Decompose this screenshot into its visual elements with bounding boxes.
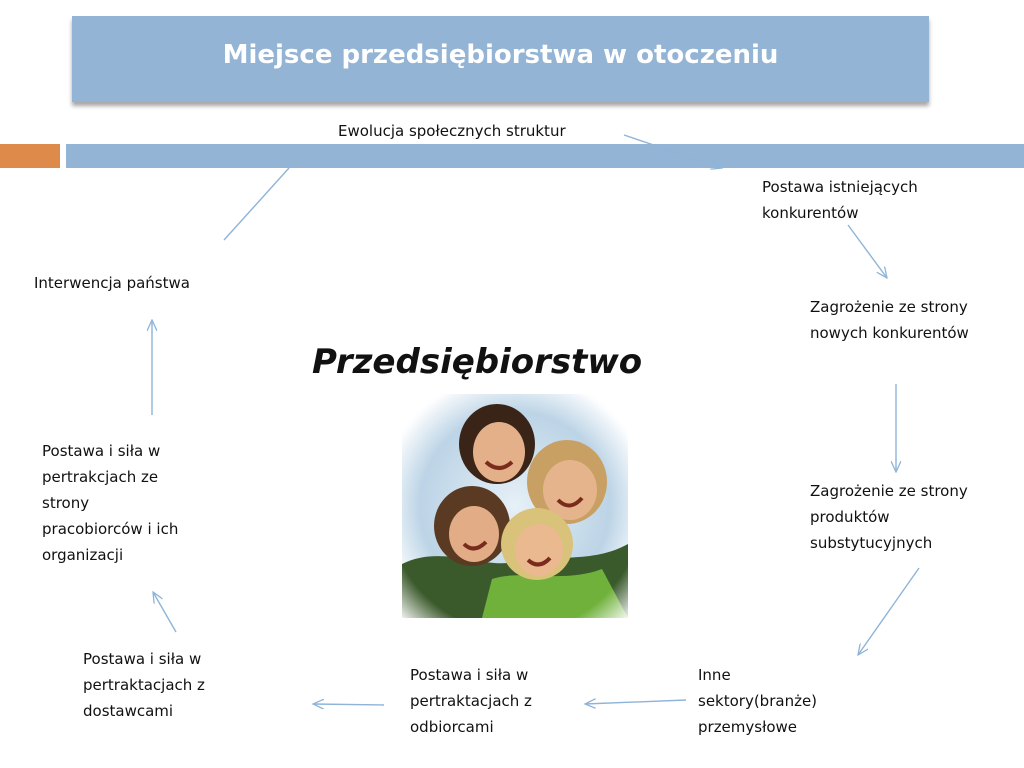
node-pracobiorcy: Postawa i siła w pertrakcjach ze strony pracobiorców i ich organizacji (42, 442, 179, 564)
center-label: Przedsiębiorstwo (312, 342, 643, 382)
arrow-dostawcy-to-pracobiorcy (153, 592, 176, 632)
arrow-ewolucja-to-konkurenci (624, 135, 722, 168)
node-odbiorcy: Postawa i siła w pertraktacjach z odbiorcami (410, 666, 532, 736)
node-istniejacy-konkurenci: Postawa istniejących konkurentów (762, 178, 918, 222)
group-photo (402, 394, 628, 618)
arrow-konkurenci-to-nowi (848, 225, 887, 278)
arrow-substytuty-to-inne (858, 568, 919, 655)
node-ewolucja: Ewolucja społecznych struktur (338, 122, 566, 140)
node-inne-sektory: Inne sektory(branże) przemysłowe (698, 666, 818, 736)
node-substytuty: Zagrożenie ze strony produktów substytucyjnych (810, 482, 968, 552)
node-nowi-konkurenci: Zagrożenie ze strony nowych konkurentów (810, 298, 969, 342)
arrow-odbiorcy-to-dostawcy (313, 704, 384, 705)
arrow-inne-to-odbiorcy (585, 700, 686, 704)
node-dostawcy: Postawa i siła w pertraktacjach z dostawcami (83, 650, 205, 720)
node-interwencja: Interwencja państwa (34, 274, 190, 292)
arrow-interwencja-to-ewolucja (224, 168, 289, 240)
slide-title: Miejsce przedsiębiorstwa w otoczeniu (222, 40, 779, 70)
